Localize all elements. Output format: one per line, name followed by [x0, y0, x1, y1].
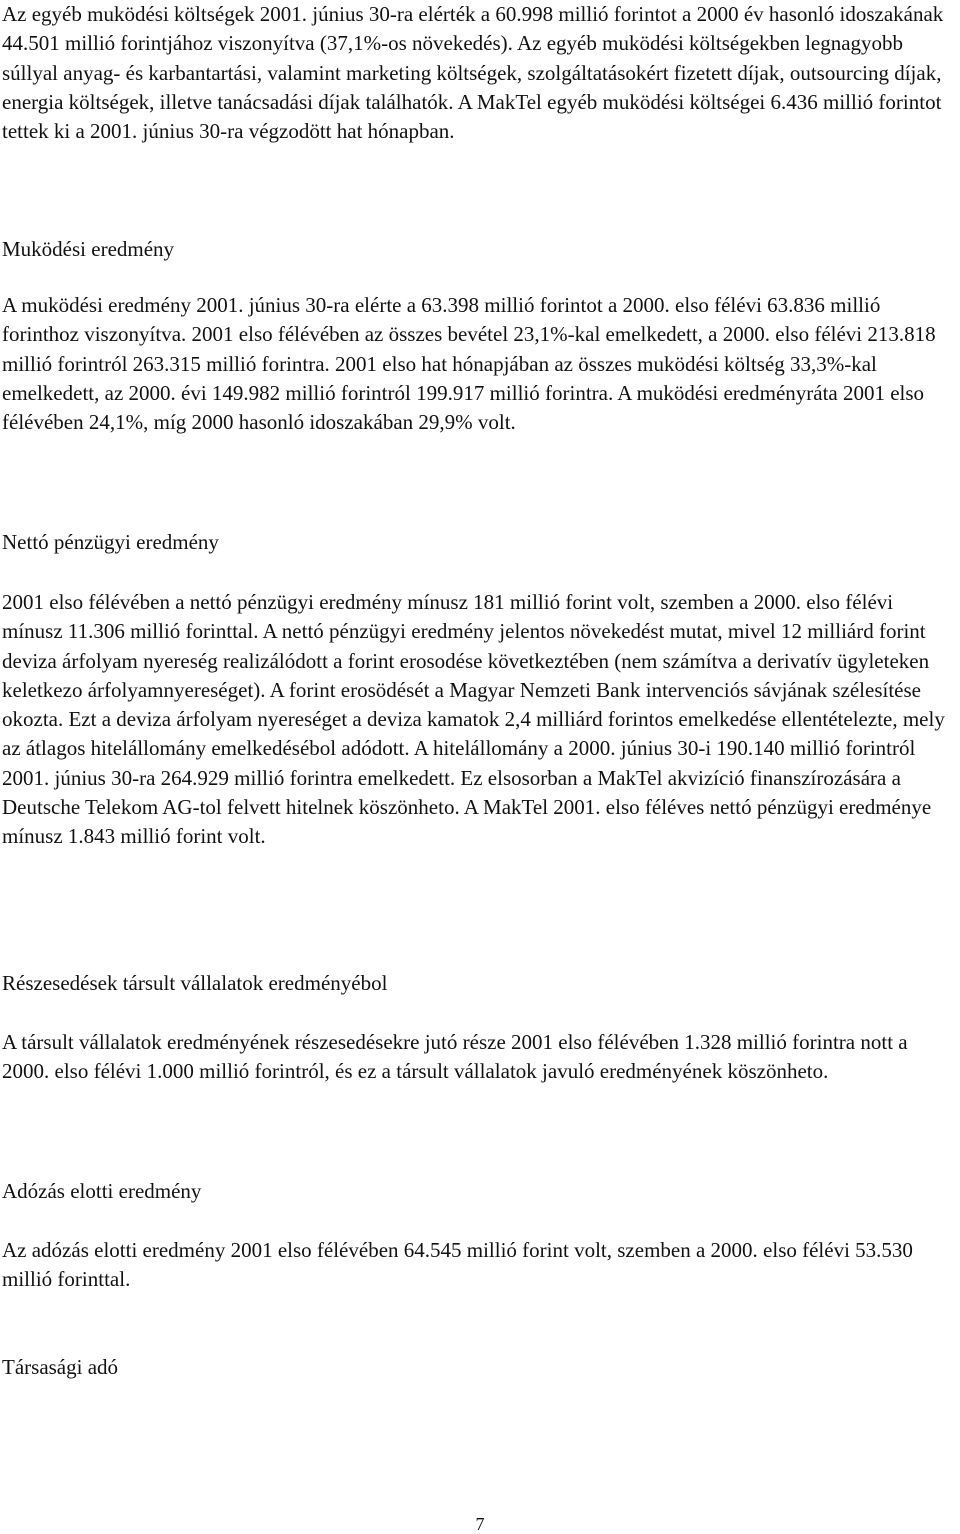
- paragraph-net-financial-result: 2001 elso félévében a nettó pénzügyi eredmény mínusz 181 millió forint volt, szemben a 2000. elso félévi mínusz 11.306 millió forinttal. A nettó pénzügyi eredmény jelentos növekedést mutat, mivel 12 milliárd forint deviza árfolyam nyereség realizálódott a forint erosodése következtében (nem számítva a derivatív ügyleteken keletkezo árfolyamnyereséget). A forint erosödését a Magyar Nemzeti Bank intervenciós sávjának szélesítése okozta. Ezt a deviza árfolyam nyereséget a deviza kamatok 2,4 milliárd forintos emelkedése ellentételezte, mely az átlagos hitelállomány emelkedésébol adódott. A hitelállomány a 2000. június 30-i 190.140 millió forintról 2001. június 30-ra 264.929 millió forintra emelkedett. Ez elsosorban a MakTel akvizíció finanszírozására a Deutsche Telekom AG-tol felvett hitelnek köszönheto. A MakTel 2001. elso féléves nettó pénzügyi eredménye mínusz 1.843 millió forint volt.: [2, 590, 945, 849]
- heading-corporate-tax: Társasági adó: [2, 1355, 119, 1379]
- heading-associates-result: Részesedések társult vállalatok eredményébol: [2, 971, 388, 995]
- page-number: 7: [475, 1514, 485, 1534]
- paragraph-operating-costs: Az egyéb muködési költségek 2001. június 30-ra elérték a 60.998 millió forintot a 2000 év hasonló idoszakának 44.501 millió forintjához viszonyítva (37,1%-os növekedés). Az egyéb muködési költségekben legnagyobb súllyal anyag- és karbantartási, valamint marketing költségek, szolgáltatásokért fizetett díjak, outsourcing díjak, energia költségek, illetve tanácsadási díjak találhatók. A MakTel egyéb muködési költségei 6.436 millió forintot tettek ki a 2001. június 30-ra végzodött hat hónapban.: [2, 2, 944, 144]
- paragraph-pretax-result: Az adózás elotti eredmény 2001 elso félévében 64.545 millió forint volt, szemben a 2000. elso félévi 53.530 millió forinttal.: [2, 1238, 913, 1292]
- paragraph-associates-result: A társult vállalatok eredményének részesedésekre jutó része 2001 elso félévében 1.328 millió forintra nott a 2000. elso félévi 1.000 millió forintról, és ez a társult vállalatok javuló eredményének köszönheto.: [2, 1030, 908, 1084]
- heading-pretax-result: Adózás elotti eredmény: [2, 1179, 202, 1203]
- heading-operating-result: Muködési eredmény: [2, 237, 175, 261]
- paragraph-operating-result: A muködési eredmény 2001. június 30-ra elérte a 63.398 millió forintot a 2000. elso félévi 63.836 millió forinthoz viszonyítva. 2001 elso félévében az összes bevétel 23,1%-kal emelkedett, a 2000. elso félévi 213.818 millió forintról 263.315 millió forintra. 2001 elso hat hónapjában az összes muködési költség 33,3%-kal emelkedett, az 2000. évi 149.982 millió forintról 199.917 millió forintra. A muködési eredményráta 2001 elso félévében 24,1%, míg 2000 hasonló idoszakában 29,9% volt.: [2, 293, 936, 435]
- heading-net-financial-result: Nettó pénzügyi eredmény: [2, 530, 219, 554]
